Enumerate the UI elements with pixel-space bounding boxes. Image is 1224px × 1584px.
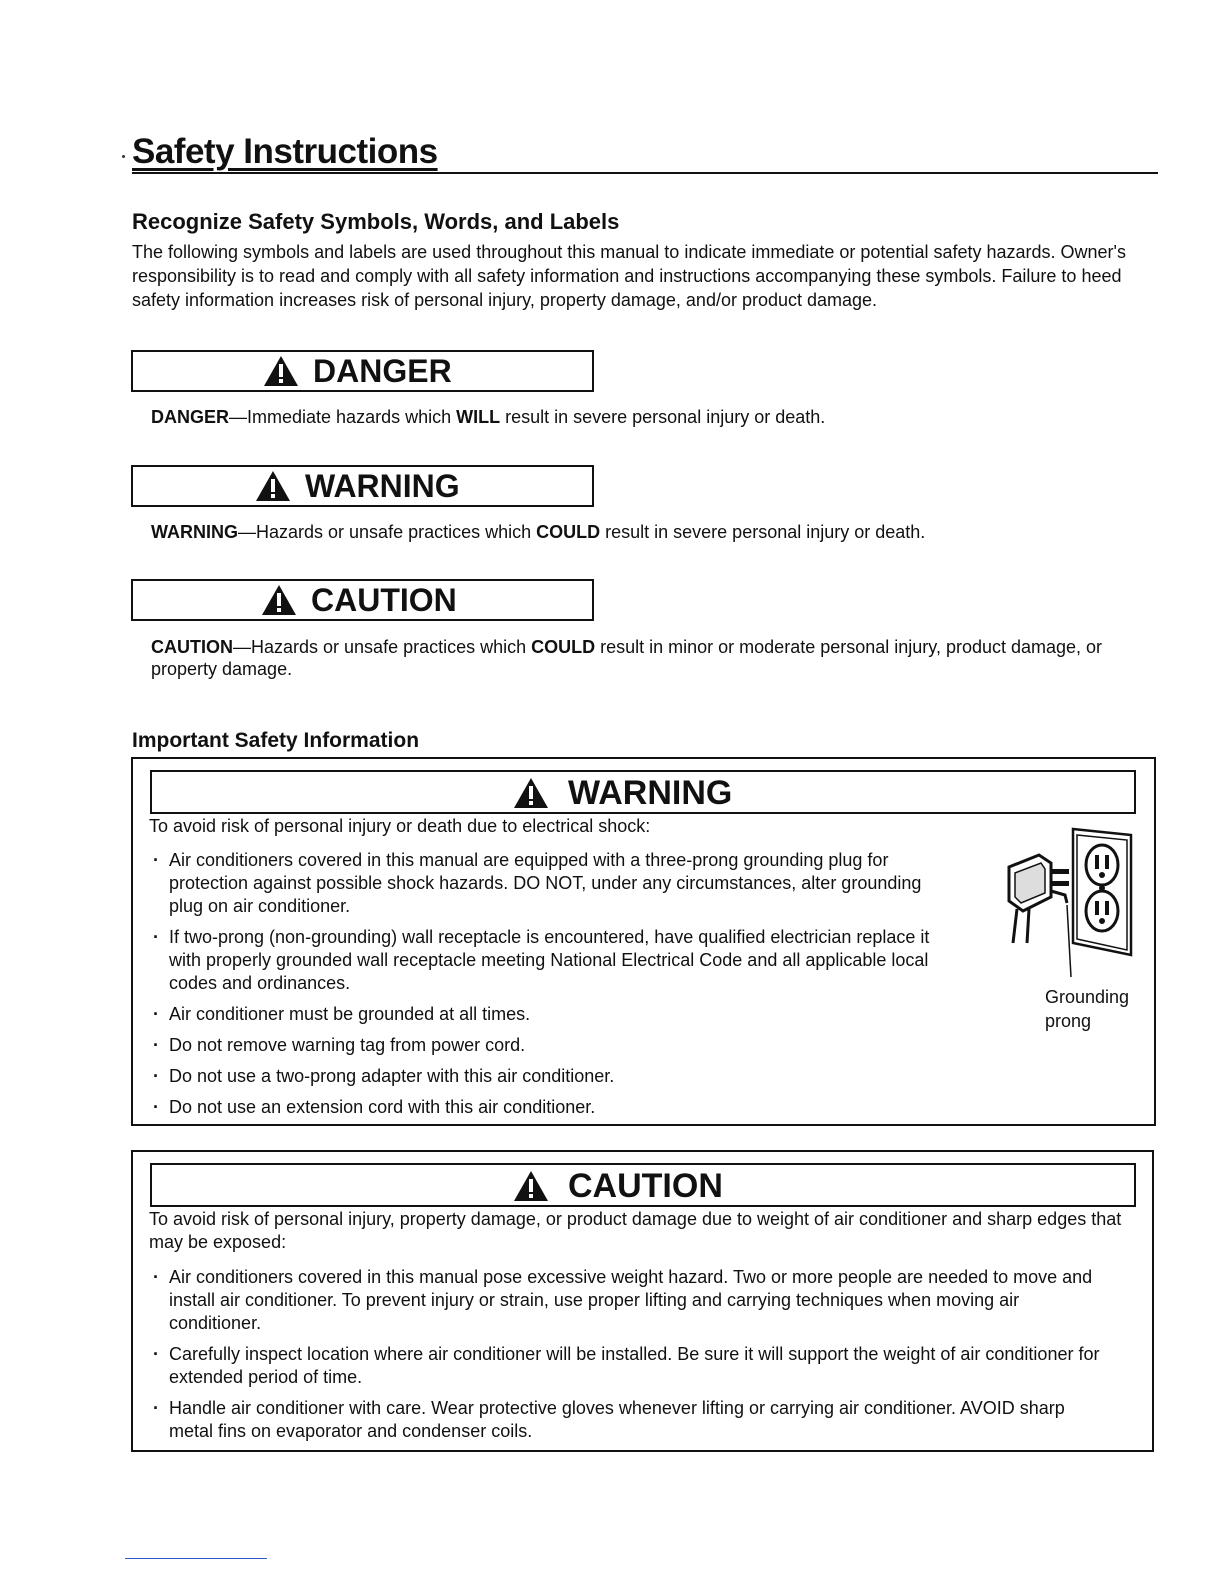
caution-definition <box>151 636 1111 680</box>
danger-def-strong: WILL <box>456 407 501 427</box>
danger-label-box <box>131 350 594 392</box>
caution-def-a: —Hazards or unsafe practices which <box>233 637 532 657</box>
caution-panel-header <box>150 1163 1136 1207</box>
list-item: · If two-prong (non-grounding) wall receptacle is encountered, have qualified electrician replace it with properly grounded wall receptacle meeting National Electrical Code and all applicable local codes and ordinances. <box>149 926 959 995</box>
warning-triangle-icon <box>263 355 299 387</box>
warning-panel-label: WARNING <box>568 773 733 812</box>
danger-def-word: DANGER <box>151 407 230 427</box>
warning-label-box <box>131 465 594 507</box>
figure-caption-line-2: prong <box>1045 1011 1092 1031</box>
caution-def-strong: COULD <box>531 637 596 657</box>
warning-bullet-list <box>149 849 959 1127</box>
warning-triangle-icon <box>512 1170 550 1202</box>
danger-def-b: result in severe personal injury or death. <box>500 407 826 427</box>
warning-panel-intro: To avoid risk of personal injury or death due to electrical shock: <box>149 816 651 836</box>
title-rule <box>132 172 1158 174</box>
warning-triangle-icon <box>255 470 291 502</box>
warning-definition <box>151 521 1131 543</box>
scan-speck <box>122 155 125 158</box>
warning-def-strong: COULD <box>536 522 601 542</box>
caution-panel-intro: To avoid risk of personal injury, property damage, or product damage due to weight of air conditioner and sharp edges that may be exposed: <box>149 1209 1122 1252</box>
recognize-heading: Recognize Safety Symbols, Words, and Labels <box>132 209 620 234</box>
list-item: · Do not use a two-prong adapter with this air conditioner. <box>149 1065 959 1088</box>
list-item: · Carefully inspect location where air conditioner will be installed. Be sure it will support the weight of air conditioner for extended period of time. <box>149 1343 1109 1389</box>
warning-triangle-icon <box>261 584 297 616</box>
list-item: · Do not remove warning tag from power cord. <box>149 1034 959 1057</box>
danger-def-a: —Immediate hazards which <box>229 407 457 427</box>
danger-definition <box>151 406 1131 428</box>
caution-label: CAUTION <box>311 581 457 618</box>
list-item: · Handle air conditioner with care. Wear protective gloves whenever lifting or carrying air conditioner. AVOID sharp metal fins on evaporator and condenser coils. <box>149 1397 1109 1443</box>
warning-label: WARNING <box>305 467 460 504</box>
important-heading: Important Safety Information <box>132 729 420 752</box>
figure-caption-line-1: Grounding <box>1045 987 1130 1007</box>
footer-rule <box>125 1558 267 1559</box>
warning-triangle-icon <box>512 777 550 809</box>
caution-bullet-list <box>149 1266 1109 1451</box>
caution-panel-label: CAUTION <box>568 1166 723 1205</box>
caution-def-word: CAUTION <box>151 637 233 657</box>
recognize-text: The following symbols and labels are used throughout this manual to indicate immediate or potential safety hazards. Owner's responsibility is to read and comply with all safety information and instructions accompanying these symbols. Failure to heed safety information increases risk of personal injury, property damage, and/or product damage. <box>132 242 1126 310</box>
warning-panel-header <box>150 770 1136 814</box>
caution-label-box <box>131 579 594 621</box>
warning-def-b: result in severe personal injury or death. <box>600 522 926 542</box>
caution-def-b: result in minor or moderate personal injury, product damage, or property damage. <box>151 637 1103 679</box>
warning-panel <box>131 757 1156 1126</box>
warning-def-a: —Hazards or unsafe practices which <box>238 522 537 542</box>
figure-caption <box>1045 985 1129 1033</box>
grounding-plug-illustration <box>1001 825 1141 985</box>
list-item: · Do not use an extension cord with this air conditioner. <box>149 1096 959 1119</box>
list-item: · Air conditioners covered in this manual pose excessive weight hazard. Two or more people are needed to move and install air conditioner. To prevent injury or strain, use proper lifting and carrying techniques when moving air conditioner. <box>149 1266 1109 1335</box>
page-title: Safety Instructions <box>132 132 438 171</box>
danger-label: DANGER <box>313 352 452 389</box>
caution-panel <box>131 1150 1154 1452</box>
list-item: · Air conditioner must be grounded at all times. <box>149 1003 959 1026</box>
list-item: · Air conditioners covered in this manual are equipped with a three-prong grounding plug for protection against possible shock hazards. DO NOT, under any circumstances, alter grounding plug on air conditioner. <box>149 849 959 918</box>
warning-def-word: WARNING <box>151 522 238 542</box>
